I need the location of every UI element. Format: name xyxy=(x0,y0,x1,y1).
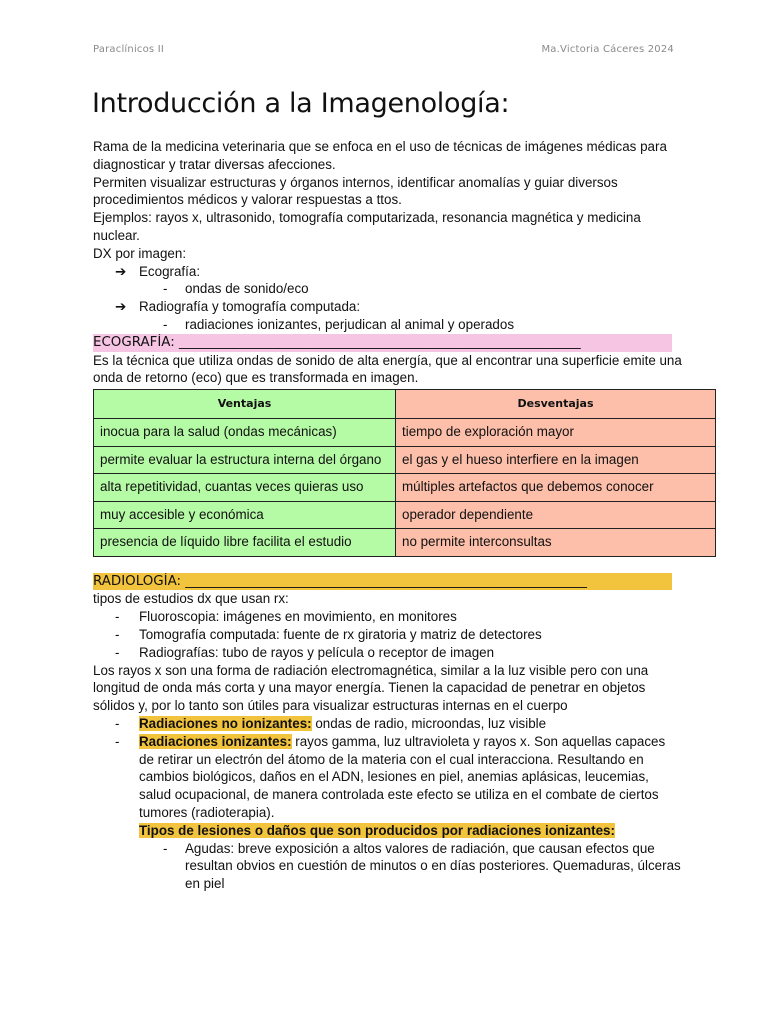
list-item-label: Radiografía y tomografía computada: xyxy=(139,299,361,315)
dx-label: DX por imagen: xyxy=(93,245,187,261)
table-header-row xyxy=(94,390,716,419)
table-cell-desventaja: operador dependiente xyxy=(396,501,716,529)
dash-bullet-icon: - xyxy=(115,609,120,625)
column-header-ventajas: Ventajas xyxy=(94,390,396,419)
dash-bullet-icon: - xyxy=(115,733,120,749)
sub-list-item-label: ondas de sonido/eco xyxy=(185,281,309,297)
lesiones-heading-row xyxy=(93,822,683,840)
page-title: Introducción a la Imagenología: xyxy=(92,88,510,119)
rayos-x-paragraph: Los rayos x son una forma de radiación electromagnética, similar a la luz visible pero con una longitud de onda más corta y una mayor energía. Tienen la capacidad de penetrar en objetos sólidos y, por lo tanto son útiles para visualizar estructuras internas en el cuerpo xyxy=(93,662,649,714)
study-type: Tomografía computada: fuente de rx giratoria y matriz de detectores xyxy=(139,627,542,643)
table-cell-desventaja: múltiples artefactos que debemos conocer xyxy=(396,474,716,502)
agudas-text: Agudas: breve exposición a altos valores de radiación, que causan efectos que resultan obvios en cuestión de minutos o en días posteriores. Quemaduras, úlceras en piel xyxy=(185,840,681,892)
document-body xyxy=(93,138,683,893)
dash-bullet-icon: - xyxy=(163,316,168,332)
list-item xyxy=(93,608,683,626)
sub-list-item xyxy=(93,840,683,893)
sub-list-item xyxy=(93,316,683,334)
header-course: Paraclínicos II xyxy=(93,44,165,55)
table-row xyxy=(94,501,716,529)
list-item xyxy=(93,733,683,822)
list-item-label: Ecografía: xyxy=(139,263,201,279)
dash-bullet-icon: - xyxy=(115,716,120,732)
intro-paragraph-3: Ejemplos: rayos x, ultrasonido, tomografía computarizada, resonancia magnética y medicina nuclear. xyxy=(93,210,641,243)
ventajas-desventajas-table xyxy=(93,389,716,557)
list-item xyxy=(93,626,683,644)
lesiones-heading: Tipos de lesiones o daños que son producidos por radiaciones ionizantes: xyxy=(139,822,615,838)
table-row xyxy=(94,419,716,447)
table-cell-ventaja: inocua para la salud (ondas mecánicas) xyxy=(94,419,396,447)
study-type: Fluoroscopia: imágenes en movimiento, en monitores xyxy=(139,609,457,625)
radiologia-heading: RADIOLOGÍA: ____________________________________________________________ xyxy=(93,573,672,591)
list-item xyxy=(93,644,683,662)
no-ionizantes-label: Radiaciones no ionizantes: xyxy=(139,716,312,732)
table-cell-desventaja: no permite interconsultas xyxy=(396,529,716,557)
dash-bullet-icon: - xyxy=(115,627,120,643)
dash-bullet-icon: - xyxy=(115,644,120,660)
ecografia-heading: ECOGRAFÍA: ____________________________________________________________ xyxy=(93,334,672,352)
list-item xyxy=(93,715,683,733)
table-row xyxy=(94,474,716,502)
dash-bullet-icon: - xyxy=(163,281,168,297)
list-item xyxy=(93,298,683,316)
table-cell-ventaja: permite evaluar la estructura interna del órgano xyxy=(94,446,396,474)
list-item xyxy=(93,263,683,281)
column-header-desventajas: Desventajas xyxy=(396,390,716,419)
table-cell-ventaja: presencia de líquido libre facilita el estudio xyxy=(94,529,396,557)
table-cell-desventaja: el gas y el hueso interfiere en la imagen xyxy=(396,446,716,474)
no-ionizantes-text: ondas de radio, microondas, luz visible xyxy=(311,716,547,732)
intro-paragraph-1: Rama de la medicina veterinaria que se enfoca en el uso de técnicas de imágenes médicas para diagnosticar y tratar diversas afecciones. xyxy=(93,139,667,172)
ionizantes-text: rayos gamma, luz ultravioleta y rayos x. Son aquellas capaces de retirar un electrón del átomo de la materia con el cual interacciona. Resultando en cambios biológicos, daños en el ADN, lesiones en piel, anemias aplásicas, leucemias, salud ocupacional, de manera controlada este efecto se utiliza en el combate de ciertos tumores (radioterapia). xyxy=(139,733,666,821)
table-cell-desventaja: tiempo de exploración mayor xyxy=(396,419,716,447)
sub-list-item xyxy=(93,280,683,298)
sub-list-item-label: radiaciones ionizantes, perjudican al animal y operados xyxy=(185,316,515,332)
intro-paragraph-2: Permiten visualizar estructuras y órganos internos, identificar anomalías y guiar diversos procedimientos médicos y valorar respuestas a ttos. xyxy=(93,174,618,208)
study-type: Radiografías: tubo de rayos y película o receptor de imagen xyxy=(139,644,495,660)
header-author: Ma.Victoria Cáceres 2024 xyxy=(541,44,674,55)
arrow-bullet-icon: ➔ xyxy=(115,299,127,315)
table-cell-ventaja: muy accesible y económica xyxy=(94,501,396,529)
dash-bullet-icon: - xyxy=(163,840,168,856)
table-row xyxy=(94,529,716,557)
ecografia-description: Es la técnica que utiliza ondas de sonido de alta energía, que al encontrar una superficie emite una onda de retorno (eco) que es transformada en imagen. xyxy=(93,352,682,386)
table-row xyxy=(94,446,716,474)
arrow-bullet-icon: ➔ xyxy=(115,263,127,279)
ionizantes-label: Radiaciones ionizantes: xyxy=(139,733,292,749)
table-cell-ventaja: alta repetitividad, cuantas veces quieras uso xyxy=(94,474,396,502)
radiologia-intro: tipos de estudios dx que usan rx: xyxy=(93,591,289,607)
